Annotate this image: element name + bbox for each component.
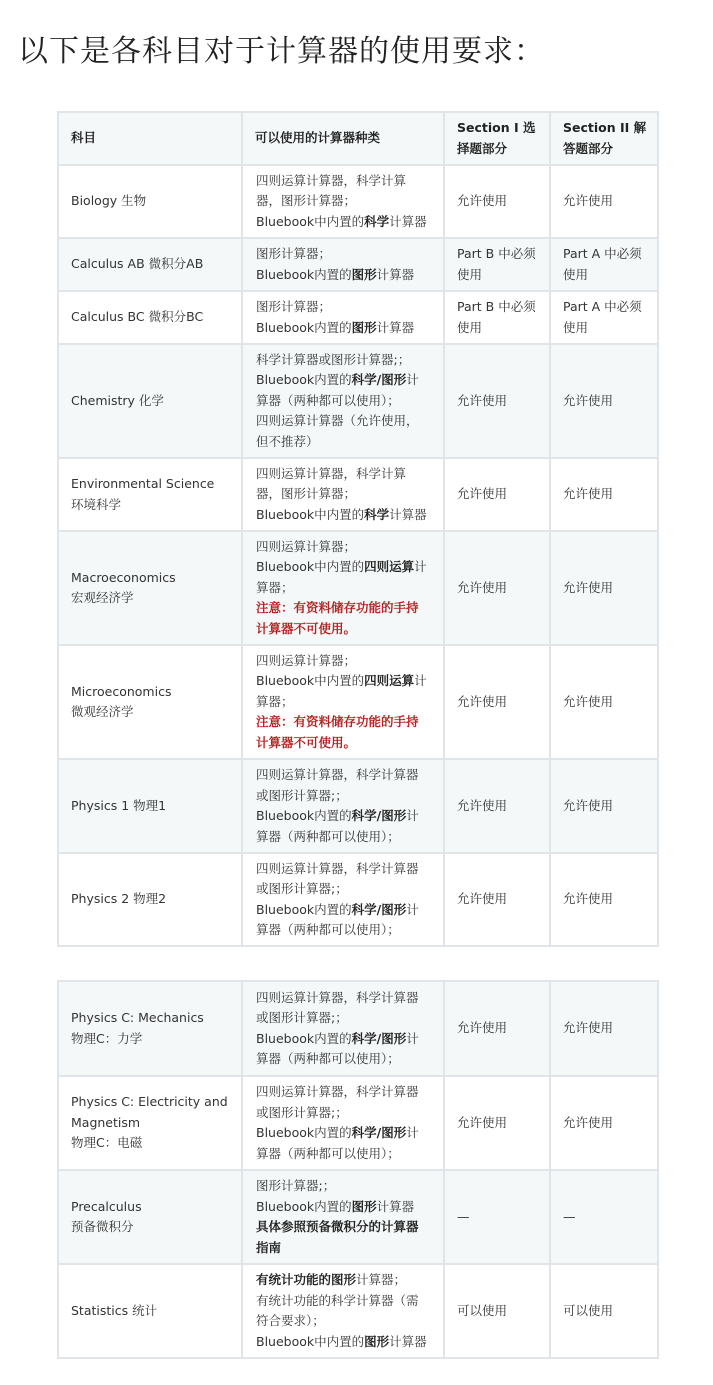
section-2-cell [550, 981, 658, 1076]
section-2-text: 允许使用 [563, 797, 614, 813]
calculator-text: 计算器 [376, 319, 415, 335]
calculator-text: 算器（两种都可以使用）； [256, 828, 400, 844]
calculator-line [256, 692, 431, 713]
subject-text: 预备微积分 [71, 1219, 134, 1234]
calculator-line [256, 1144, 431, 1165]
section-1-text: 允许使用 [457, 1114, 508, 1130]
calculator-text: 或图形计算器;； [256, 1104, 348, 1120]
subject-text: Microeconomics [71, 683, 172, 699]
subject-cell [58, 645, 242, 759]
calculator-types-cell [242, 291, 444, 344]
emphasis-text: 图形 [351, 319, 377, 335]
calculator-line [256, 1238, 431, 1259]
calculator-line [256, 1270, 431, 1291]
calculator-line [256, 1332, 431, 1353]
calculator-line [256, 1176, 431, 1197]
subject-text: Precalculus [71, 1198, 142, 1214]
calculator-text: 计算器 [376, 1198, 415, 1214]
calculator-types-cell [242, 981, 444, 1076]
subject-text: 微观经济学 [71, 704, 134, 719]
subject-text: Physics 2 物理2 [71, 891, 167, 907]
section-1-cell [444, 1170, 550, 1264]
table-body-part-2 [58, 981, 658, 1358]
section-1-cell [444, 981, 550, 1076]
section-1-cell [444, 531, 550, 645]
table-row [58, 165, 658, 238]
subject-text: Chemistry 化学 [71, 392, 164, 408]
calculator-text: 算器； [256, 693, 294, 709]
table-body-part-1 [58, 165, 658, 946]
calculator-text: 四则运算计算器（允许使用， [256, 413, 419, 429]
calculator-text: 但不推荐） [256, 433, 319, 449]
header-section-1-line: Section I 选 [457, 120, 536, 135]
table-header-row [58, 112, 658, 165]
calculator-text: 算器（两种都可以使用）； [256, 392, 400, 408]
calculator-line [256, 265, 431, 286]
table-row [58, 645, 658, 759]
section-1-text: 允许使用 [457, 486, 508, 502]
section-2-cell [550, 238, 658, 291]
section-2-cell [550, 344, 658, 458]
calculator-text: 符合要求）； [256, 1313, 325, 1328]
calculator-line [256, 432, 431, 453]
calculator-text: Bluebook中内置的 [256, 673, 365, 689]
section-2-text: 允许使用 [563, 891, 614, 907]
calculator-line [256, 733, 431, 754]
calculator-text: 计算器 [389, 506, 427, 522]
calculator-line [256, 806, 431, 827]
subject-text: Biology 生物 [71, 193, 147, 209]
calculator-types-cell [242, 238, 444, 291]
subject-text: Physics C: Mechanics [71, 1010, 204, 1025]
emphasis-text: 图形 [331, 1272, 357, 1287]
subject-text: 物理C：力学 [71, 1030, 143, 1046]
calculator-text: 四则运算计算器； [256, 652, 357, 668]
calculator-line [256, 212, 431, 233]
calculator-line [256, 1291, 431, 1312]
calculator-text: 计 [406, 1030, 419, 1046]
calculator-text: 或图形计算器;； [256, 1010, 348, 1025]
calculator-line [256, 859, 431, 880]
subject-text: Statistics 统计 [71, 1302, 158, 1318]
subject-cell [58, 291, 242, 344]
calculator-line [256, 171, 431, 192]
calculator-text: 计 [406, 1125, 419, 1140]
calculator-line [256, 411, 431, 432]
emphasis-text: 科学/图形 [351, 1030, 407, 1046]
section-1-text: Part B 中必须 [457, 246, 536, 261]
calculator-text: 计算器 [389, 1333, 427, 1349]
calculator-text: 算器（两种都可以使用）； [256, 1145, 400, 1161]
calculator-text: Bluebook内置的 [256, 1198, 352, 1214]
section-2-text: 允许使用 [563, 1020, 614, 1036]
subject-text: 物理C：电磁 [71, 1135, 143, 1151]
calculator-text: Bluebook内置的 [256, 319, 352, 335]
table-row [58, 291, 658, 344]
section-2-cell [550, 1264, 658, 1358]
subject-cell [58, 759, 242, 853]
emphasis-text: 科学/图形 [351, 901, 407, 917]
emphasis-text: 科学/图形 [351, 808, 407, 823]
calculator-types-cell [242, 531, 444, 645]
table-row [58, 853, 658, 946]
section-2-cell [550, 531, 658, 645]
section-2-cell [550, 291, 658, 344]
subject-text: Physics 1 物理1 [71, 797, 167, 813]
calculator-text: 图形计算器;； [256, 1178, 336, 1193]
section-1-cell [444, 1264, 550, 1358]
calculator-types-cell [242, 1170, 444, 1264]
section-1-text: 允许使用 [457, 193, 508, 209]
calculator-line [256, 578, 431, 599]
subject-text: Macroeconomics [71, 569, 176, 585]
calculator-types-cell [242, 165, 444, 238]
section-2-cell [550, 1170, 658, 1264]
section-1-cell [444, 458, 550, 531]
subject-text: Physics C: Electricity and [71, 1094, 228, 1110]
calculator-text: Bluebook内置的 [256, 372, 352, 388]
section-2-text: 允许使用 [563, 486, 614, 502]
subject-cell [58, 458, 242, 531]
section-1-text: 可以使用 [457, 1302, 508, 1318]
section-1-cell [444, 165, 550, 238]
section-2-cell [550, 645, 658, 759]
section-1-cell [444, 645, 550, 759]
calculator-text: 或图形计算器;； [256, 787, 348, 803]
warning-text: 注意：有资料储存功能的手持 [256, 600, 419, 616]
calculator-text: 计算器 [389, 213, 427, 229]
section-2-text: 使用 [563, 266, 589, 282]
calculator-line [256, 786, 431, 807]
calculator-line [256, 350, 431, 371]
calculator-line [256, 671, 431, 692]
calculator-text: 四则运算计算器，科学计算器 [256, 1084, 419, 1099]
calculator-text: Bluebook内置的 [256, 266, 352, 282]
emphasis-text: 四则运算 [364, 559, 415, 575]
calculator-text: 四则运算计算器，科学计算器 [256, 860, 419, 876]
calculator-text: 有统计功能的科学计算器（需 [256, 1292, 419, 1308]
section-1-text: 允许使用 [457, 891, 508, 907]
calculator-line [256, 1103, 431, 1124]
calculator-line [256, 484, 431, 505]
table-row [58, 531, 658, 645]
calculator-line [256, 1123, 431, 1144]
table-row [58, 344, 658, 458]
calculator-table-part-2 [57, 980, 659, 1359]
emphasis-text: 四则运算 [364, 673, 415, 689]
calculator-text: 四则运算计算器； [256, 538, 357, 554]
calculator-types-cell [242, 1264, 444, 1358]
calculator-text: 器，图形计算器； [256, 486, 357, 502]
calculator-line [256, 1217, 431, 1238]
calculator-text: 图形计算器； [256, 299, 332, 314]
calculator-text: 四则运算计算器，科学计算 [256, 465, 407, 481]
calculator-line [256, 712, 431, 733]
calculator-line [256, 900, 431, 921]
emphasis-text: 图形 [351, 266, 377, 282]
section-2-cell [550, 759, 658, 853]
calculator-text: Bluebook内置的 [256, 1030, 352, 1046]
section-1-text: 允许使用 [457, 797, 508, 813]
calculator-types-cell [242, 759, 444, 853]
calculator-text: 计 [406, 372, 419, 388]
calculator-line [256, 505, 431, 526]
subject-cell [58, 165, 242, 238]
calculator-text: Bluebook中内置的 [256, 559, 365, 575]
section-2-text: Part A 中必须 [563, 246, 642, 261]
calculator-line [256, 765, 431, 786]
calculator-text: 器，图形计算器； [256, 193, 357, 209]
subject-text: Calculus AB 微积分AB [71, 256, 204, 272]
section-2-text: — [563, 1208, 576, 1224]
section-2-cell [550, 165, 658, 238]
section-2-cell [550, 1076, 658, 1170]
subject-text: 宏观经济学 [71, 590, 134, 605]
section-1-text: — [457, 1208, 470, 1224]
section-1-cell [444, 1076, 550, 1170]
subject-text: Calculus BC 微积分BC [71, 309, 204, 325]
calculator-line [256, 297, 431, 318]
calculator-text: 算器（两种都可以使用）； [256, 922, 400, 937]
calculator-text: 四则运算计算器，科学计算器 [256, 767, 419, 782]
calculator-text: Bluebook内置的 [256, 901, 352, 917]
calculator-line [256, 1082, 431, 1103]
emphasis-text: 科学 [364, 506, 390, 522]
calculator-line [256, 318, 431, 339]
subject-text: Magnetism [71, 1114, 141, 1130]
calculator-line [256, 619, 431, 640]
emphasis-text: 图形 [351, 1198, 377, 1214]
calculator-types-cell [242, 458, 444, 531]
calculator-line [256, 1029, 431, 1050]
subject-cell [58, 981, 242, 1076]
emphasis-text: 科学/图形 [351, 372, 407, 388]
section-1-text: 使用 [457, 266, 483, 282]
section-2-text: 允许使用 [563, 1114, 614, 1130]
emphasis-text: 科学/图形 [351, 1125, 407, 1140]
section-2-text: Part A 中必须 [563, 299, 642, 314]
calculator-line [256, 1008, 431, 1029]
calculator-line [256, 370, 431, 391]
emphasis-text: 图形 [364, 1333, 390, 1349]
calculator-line [256, 988, 431, 1009]
calculator-text: 计 [406, 901, 419, 917]
emphasis-text: 具体参照预备微积分的计算器 [256, 1219, 419, 1234]
emphasis-text: 有统计功能的 [256, 1272, 332, 1287]
section-1-cell [444, 759, 550, 853]
subject-cell [58, 1076, 242, 1170]
section-2-text: 允许使用 [563, 693, 614, 709]
calculator-line [256, 651, 431, 672]
calculator-line [256, 920, 431, 941]
header-subject: 科目 [58, 112, 242, 165]
calculator-line [256, 244, 431, 265]
section-2-text: 使用 [563, 319, 589, 335]
calculator-text: 计 [406, 808, 419, 823]
section-2-text: 允许使用 [563, 579, 614, 595]
header-section-2-line: Section II 解 [563, 120, 647, 135]
calculator-text: 计算器 [376, 266, 415, 282]
calculator-text: Bluebook内置的 [256, 1125, 352, 1140]
section-1-text: 允许使用 [457, 579, 508, 595]
calculator-line [256, 879, 431, 900]
subject-cell [58, 853, 242, 946]
section-1-cell [444, 238, 550, 291]
calculator-line [256, 1049, 431, 1070]
subject-text: 环境科学 [71, 496, 122, 512]
calculator-line [256, 391, 431, 412]
subject-cell [58, 344, 242, 458]
subject-cell [58, 1264, 242, 1358]
subject-cell [58, 1170, 242, 1264]
table-row [58, 759, 658, 853]
subject-cell [58, 531, 242, 645]
header-calculator-types: 可以使用的计算器种类 [242, 112, 444, 165]
table-row [58, 1170, 658, 1264]
warning-text: 计算器不可使用。 [256, 620, 357, 636]
table-row [58, 981, 658, 1076]
calculator-line [256, 1311, 431, 1332]
section-2-text: 允许使用 [563, 193, 614, 209]
calculator-text: Bluebook内置的 [256, 808, 352, 823]
header-section-1 [444, 112, 550, 165]
section-1-text: 允许使用 [457, 1020, 508, 1036]
section-1-text: 允许使用 [457, 693, 508, 709]
calculator-text: 科学计算器或图形计算器;； [256, 351, 411, 367]
section-1-cell [444, 291, 550, 344]
section-2-cell [550, 853, 658, 946]
calculator-types-cell [242, 344, 444, 458]
header-section-2 [550, 112, 658, 165]
calculator-types-cell [242, 645, 444, 759]
calculator-text: 计 [414, 673, 427, 689]
section-1-cell [444, 853, 550, 946]
calculator-line [256, 598, 431, 619]
calculator-text: 图形计算器； [256, 246, 332, 261]
subject-text: Environmental Science [71, 476, 215, 491]
header-section-2-line: 答题部分 [563, 140, 614, 156]
calculator-text: 或图形计算器;； [256, 881, 348, 896]
calculator-text: 四则运算计算器，科学计算器 [256, 989, 419, 1005]
calculator-text: 四则运算计算器，科学计算 [256, 172, 407, 188]
subject-cell [58, 238, 242, 291]
section-1-text: 使用 [457, 319, 483, 335]
calculator-line [256, 1197, 431, 1218]
calculator-text: Bluebook中内置的 [256, 1333, 365, 1349]
calculator-types-cell [242, 1076, 444, 1170]
calculator-text: 算器； [256, 579, 294, 595]
calculator-line [256, 827, 431, 848]
calculator-line [256, 191, 431, 212]
calculator-types-cell [242, 853, 444, 946]
table-row [58, 458, 658, 531]
calculator-text: Bluebook中内置的 [256, 213, 365, 229]
calculator-line [256, 557, 431, 578]
emphasis-text: 指南 [256, 1239, 282, 1255]
section-1-text: 允许使用 [457, 392, 508, 408]
calculator-text: 计 [414, 559, 427, 575]
section-1-cell [444, 344, 550, 458]
table-row [58, 238, 658, 291]
section-1-text: Part B 中必须 [457, 299, 536, 314]
section-2-cell [550, 458, 658, 531]
calculator-text: 算器（两种都可以使用）； [256, 1051, 400, 1066]
calculator-line [256, 537, 431, 558]
warning-text: 计算器不可使用。 [256, 734, 357, 750]
calculator-text: Bluebook中内置的 [256, 506, 365, 522]
page-title: 以下是各科目对于计算器的使用要求： [18, 34, 545, 69]
calculator-line [256, 464, 431, 485]
table-row [58, 1076, 658, 1170]
calculator-text: 计算器； [356, 1272, 407, 1287]
table-row [58, 1264, 658, 1358]
emphasis-text: 科学 [364, 213, 390, 229]
warning-text: 注意：有资料储存功能的手持 [256, 714, 419, 730]
section-2-text: 可以使用 [563, 1302, 614, 1318]
calculator-table-part-1 [57, 111, 659, 947]
section-2-text: 允许使用 [563, 392, 614, 408]
header-section-1-line: 择题部分 [457, 140, 508, 156]
